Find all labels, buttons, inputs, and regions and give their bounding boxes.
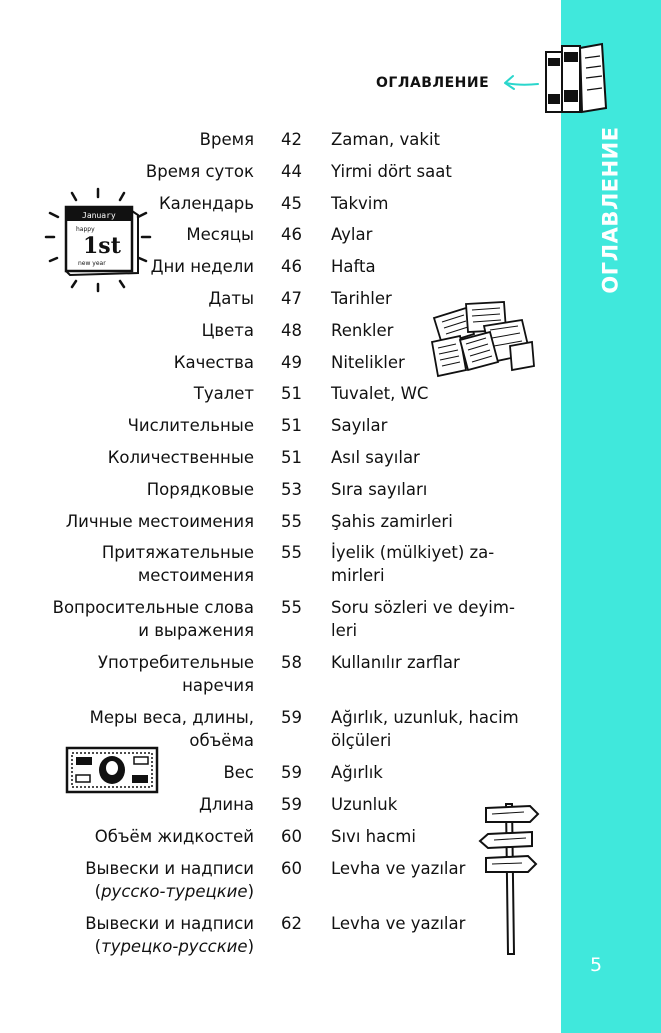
toc-turkish-line: Sıvı hacmi bbox=[331, 827, 416, 846]
books-icon bbox=[540, 38, 610, 118]
toc-russian-title bbox=[85, 857, 254, 903]
toc-turkish-line: Şahis zamirleri bbox=[331, 511, 453, 531]
toc-row bbox=[0, 351, 561, 374]
toc-russian-line: Качества bbox=[173, 352, 254, 372]
toc-turkish-title bbox=[331, 446, 420, 469]
toc-turkish-title bbox=[331, 596, 515, 642]
toc-row bbox=[0, 319, 561, 342]
toc-page-number: 45 bbox=[281, 193, 302, 213]
toc-russian-line: Количественные bbox=[107, 448, 254, 467]
toc-russian-title bbox=[208, 287, 254, 310]
toc-turkish-title bbox=[331, 319, 393, 342]
toc-row bbox=[0, 255, 561, 278]
toc-row bbox=[0, 651, 561, 697]
toc-russian-title bbox=[202, 319, 254, 342]
toc-page-number: 55 bbox=[281, 511, 302, 531]
toc-turkish-title bbox=[331, 351, 405, 374]
toc-turkish-title bbox=[331, 160, 452, 183]
toc-turkish-title bbox=[331, 857, 465, 880]
toc-russian-title bbox=[53, 596, 254, 642]
toc-row bbox=[0, 510, 561, 533]
toc-russian-title bbox=[90, 706, 254, 752]
toc-turkish-line: Ağırlık bbox=[331, 763, 383, 783]
toc-page-number: 58 bbox=[281, 653, 302, 673]
toc-row bbox=[0, 414, 561, 437]
sidebar-title-text: ОГЛАВЛЕНИЕ bbox=[599, 126, 623, 294]
toc-turkish-line: Zaman, vakit bbox=[331, 130, 441, 149]
toc-turkish-title bbox=[331, 510, 453, 533]
toc-turkish-line: Sayılar bbox=[331, 416, 388, 436]
toc-russian-line: Туалет bbox=[193, 384, 254, 404]
toc-russian-title bbox=[66, 510, 254, 533]
toc-row bbox=[0, 128, 561, 151]
toc-row bbox=[0, 857, 561, 903]
toc-turkish-title bbox=[331, 541, 494, 587]
toc-turkish-line: Tarihler bbox=[331, 289, 392, 308]
toc-russian-title bbox=[186, 223, 254, 246]
toc-turkish-line: ölçüleri bbox=[331, 731, 392, 751]
toc-russian-title bbox=[151, 255, 254, 278]
toc-russian-title bbox=[200, 128, 254, 151]
toc-russian-line: Порядковые bbox=[146, 479, 254, 499]
toc-row bbox=[0, 912, 561, 958]
toc-russian-line: Объём жидкостей bbox=[94, 827, 254, 846]
toc-page-number: 62 bbox=[281, 913, 302, 933]
toc-russian-line: Числительные bbox=[127, 416, 254, 436]
toc-page-number: 47 bbox=[281, 289, 302, 308]
toc-russian-line: Вывески и надписи bbox=[85, 913, 254, 933]
toc-turkish-title bbox=[331, 651, 460, 674]
toc-turkish-line: Nitelikler bbox=[331, 352, 405, 372]
toc-russian-line: Употребительные bbox=[97, 653, 254, 673]
toc-russian-title bbox=[95, 825, 254, 848]
toc-turkish-line: İyelik (mülkiyet) za- bbox=[331, 543, 495, 563]
toc-row bbox=[0, 446, 561, 469]
toc-turkish-line: Asıl sayılar bbox=[331, 448, 420, 467]
toc-russian-line: (турецко-русские) bbox=[94, 936, 254, 956]
toc-russian-title bbox=[98, 651, 254, 697]
toc-page-number: 55 bbox=[281, 598, 302, 618]
toc-turkish-line: Aylar bbox=[331, 225, 373, 245]
toc-turkish-line: leri bbox=[331, 621, 358, 641]
toc-russian-title bbox=[102, 541, 254, 587]
toc-russian-line: Время bbox=[199, 130, 254, 149]
toc-turkish-title bbox=[331, 912, 465, 935]
toc-page-number: 46 bbox=[281, 257, 302, 277]
toc-russian-line: Личные местоимения bbox=[65, 511, 254, 531]
toc-russian-line: Даты bbox=[208, 289, 254, 308]
toc-turkish-line: Yirmi dört saat bbox=[331, 161, 452, 181]
toc-turkish-title bbox=[331, 706, 519, 752]
toc-russian-line: Календарь bbox=[158, 193, 254, 213]
toc-turkish-line: Hafta bbox=[331, 257, 376, 277]
toc-russian-line: Меры веса, длины, bbox=[89, 708, 254, 728]
toc-turkish-title bbox=[331, 825, 416, 848]
toc-page-number: 60 bbox=[281, 858, 302, 878]
toc-russian-title bbox=[147, 478, 254, 501]
toc-russian-line: местоимения bbox=[137, 566, 254, 586]
toc-row bbox=[0, 287, 561, 310]
toc-russian-line: Время суток bbox=[145, 161, 254, 181]
toc-turkish-title bbox=[331, 414, 387, 437]
toc-russian-title bbox=[174, 351, 254, 374]
toc-russian-line: Вопросительные слова bbox=[52, 598, 254, 618]
toc-turkish-line: Takvim bbox=[331, 193, 389, 213]
toc-turkish-title bbox=[331, 128, 440, 151]
toc-row bbox=[0, 596, 561, 642]
toc-page-number: 53 bbox=[281, 479, 302, 499]
toc-page-number: 51 bbox=[281, 384, 302, 404]
toc-page-number: 59 bbox=[281, 763, 302, 783]
toc-page-number: 46 bbox=[281, 225, 302, 245]
toc-turkish-line: Sıra sayıları bbox=[331, 479, 428, 499]
toc-page-number: 59 bbox=[281, 708, 302, 728]
toc-page-number: 59 bbox=[281, 795, 302, 815]
calendar-day: 1st bbox=[83, 233, 121, 259]
toc-row bbox=[0, 223, 561, 246]
toc-russian-title bbox=[159, 192, 254, 215]
toc-turkish-title bbox=[331, 223, 372, 246]
toc-row bbox=[0, 541, 561, 587]
toc-turkish-title bbox=[331, 382, 428, 405]
toc-turkish-line: Tuvalet, WC bbox=[331, 384, 429, 404]
toc-turkish-line: Renkler bbox=[331, 320, 394, 340]
toc-turkish-line: Uzunluk bbox=[331, 795, 398, 815]
toc-turkish-title bbox=[331, 793, 397, 816]
toc-page-number: 51 bbox=[281, 416, 302, 436]
toc-russian-line: наречия bbox=[182, 676, 254, 696]
toc-russian-line: и выражения bbox=[138, 621, 254, 641]
page-number: 5 bbox=[589, 954, 603, 976]
toc-row bbox=[0, 160, 561, 183]
toc-page-number: 49 bbox=[281, 352, 302, 372]
toc-turkish-line: Levha ve yazılar bbox=[331, 913, 466, 933]
toc-russian-line: Цвета bbox=[201, 320, 254, 340]
toc-turkish-line: Levha ve yazılar bbox=[331, 858, 466, 878]
toc-russian-line: Дни недели bbox=[150, 257, 254, 277]
toc-page-number: 44 bbox=[281, 161, 302, 181]
toc-row bbox=[0, 793, 561, 816]
toc-page-number: 60 bbox=[281, 827, 302, 846]
toc-russian-line: Вес bbox=[223, 763, 254, 783]
arrow-icon bbox=[502, 70, 540, 94]
toc-turkish-title bbox=[331, 255, 376, 278]
sidebar-vertical-title bbox=[596, 126, 626, 294]
calendar-line2: new year bbox=[78, 260, 106, 267]
toc-turkish-title bbox=[331, 761, 383, 784]
toc-row bbox=[0, 761, 561, 784]
toc-russian-title bbox=[85, 912, 254, 958]
toc-row bbox=[0, 382, 561, 405]
toc-russian-line: объёма bbox=[189, 731, 254, 751]
toc-russian-line: Притяжательные bbox=[101, 543, 254, 563]
toc-page-number: 48 bbox=[281, 320, 302, 340]
toc-russian-title bbox=[199, 793, 254, 816]
toc-russian-title bbox=[223, 761, 254, 784]
toc-turkish-line: Ağırlık, uzunluk, hacim bbox=[331, 708, 519, 728]
toc-turkish-line: mirleri bbox=[331, 566, 385, 586]
toc-row bbox=[0, 825, 561, 848]
toc-turkish-title bbox=[331, 478, 427, 501]
toc-page-number: 42 bbox=[281, 130, 302, 149]
toc-russian-line: Длина bbox=[198, 795, 254, 815]
toc-row bbox=[0, 478, 561, 501]
toc-page-number: 55 bbox=[281, 543, 302, 563]
toc-turkish-title bbox=[331, 287, 392, 310]
toc-russian-line: Месяцы bbox=[186, 225, 254, 245]
toc-russian-title bbox=[108, 446, 254, 469]
toc-russian-line: Вывески и надписи bbox=[85, 858, 254, 878]
toc-russian-title bbox=[194, 382, 254, 405]
toc-russian-title bbox=[128, 414, 254, 437]
toc-russian-title bbox=[146, 160, 254, 183]
toc-row bbox=[0, 706, 561, 752]
toc-russian-line: (русско-турецкие) bbox=[94, 881, 254, 901]
calendar-month: January bbox=[82, 211, 116, 220]
toc-row bbox=[0, 192, 561, 215]
toc-page-number: 51 bbox=[281, 448, 302, 467]
toc-turkish-line: Kullanılır zarflar bbox=[331, 653, 460, 673]
toc-turkish-line: Soru sözleri ve deyim- bbox=[331, 598, 515, 618]
calendar-line1: happy bbox=[76, 226, 95, 233]
toc-turkish-title bbox=[331, 192, 388, 215]
page-title: ОГЛАВЛЕНИЕ bbox=[376, 75, 490, 91]
